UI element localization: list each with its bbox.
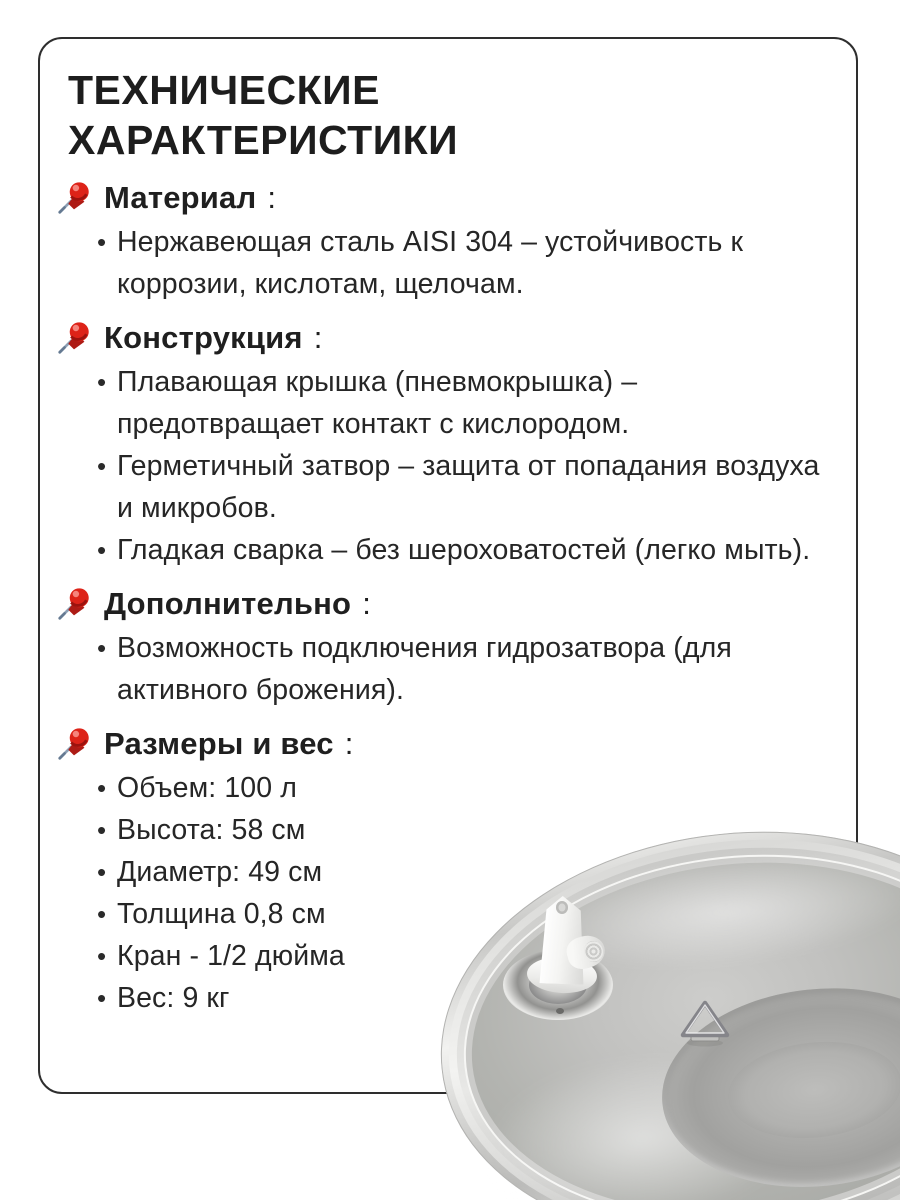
section-construction-header <box>55 317 838 358</box>
list-item <box>68 221 838 305</box>
section-additional <box>68 583 838 711</box>
list-item <box>68 529 838 571</box>
list-item <box>68 445 838 529</box>
list-item <box>68 851 838 893</box>
section-construction-list <box>68 361 838 571</box>
bullet-icon: • <box>96 367 107 397</box>
list-item <box>68 893 838 935</box>
list-item <box>68 977 838 1019</box>
list-item <box>68 767 838 809</box>
page-title <box>68 65 838 165</box>
list-item <box>68 935 838 977</box>
bullet-icon: • <box>96 451 107 481</box>
section-additional-list <box>68 627 838 711</box>
pushpin-icon <box>55 585 93 623</box>
bullet-icon: • <box>96 857 107 887</box>
bullet-icon: • <box>96 815 107 845</box>
spec-card <box>38 37 858 1094</box>
page-title-line-2: ХАРАКТЕРИСТИКИ <box>68 117 459 163</box>
list-item-text: Кран - 1/2 дюйма <box>117 940 345 972</box>
page-title-line-1: ТЕХНИЧЕСКИЕ <box>68 67 380 113</box>
section-construction <box>68 317 838 571</box>
section-title: Конструкция <box>104 319 303 355</box>
section-material-header <box>55 177 838 218</box>
pushpin-icon <box>55 179 93 217</box>
section-dimensions-list <box>68 767 838 1019</box>
section-dimensions-header <box>55 723 838 764</box>
list-item-text: Гладкая сварка – без шероховатостей (легко мыть). <box>117 534 811 566</box>
list-item-text: Герметичный затвор – защита от попадания воздуха и микробов. <box>117 450 820 524</box>
list-item-text: Толщина 0,8 см <box>117 898 326 930</box>
list-item-text: Вес: 9 кг <box>117 982 230 1014</box>
list-item-text: Возможность подключения гидрозатвора (для активного брожения). <box>117 632 732 706</box>
bullet-icon: • <box>96 227 107 257</box>
section-title-colon: : <box>362 585 371 621</box>
section-dimensions <box>68 723 838 1019</box>
section-title: Размеры и вес <box>104 725 334 761</box>
pushpin-icon <box>55 319 93 357</box>
section-additional-header <box>55 583 838 624</box>
list-item-text: Объем: 100 л <box>117 772 297 804</box>
list-item <box>68 361 838 445</box>
section-material-list <box>68 221 838 305</box>
section-title-colon: : <box>313 319 323 355</box>
list-item <box>68 809 838 851</box>
section-title-colon: : <box>267 179 277 215</box>
bullet-icon: • <box>96 633 107 663</box>
section-title-colon: : <box>344 725 354 761</box>
bullet-icon: • <box>96 535 107 565</box>
list-item-text: Высота: 58 см <box>117 814 306 846</box>
spec-card-content <box>68 61 838 1019</box>
list-item <box>68 627 838 711</box>
list-item-text: Плавающая крышка (пневмокрышка) – предотвращает контакт с кислородом. <box>117 366 638 440</box>
section-title: Дополнительно <box>104 585 352 621</box>
list-item-text: Нержавеющая сталь AISI 304 – устойчивость к коррозии, кислотам, щелочам. <box>117 226 744 300</box>
bullet-icon: • <box>96 941 107 971</box>
section-material <box>68 177 838 305</box>
pushpin-icon <box>55 725 93 763</box>
section-title: Материал <box>104 179 257 215</box>
bullet-icon: • <box>96 899 107 929</box>
bullet-icon: • <box>96 773 107 803</box>
bullet-icon: • <box>96 983 107 1013</box>
list-item-text: Диаметр: 49 см <box>117 856 323 888</box>
